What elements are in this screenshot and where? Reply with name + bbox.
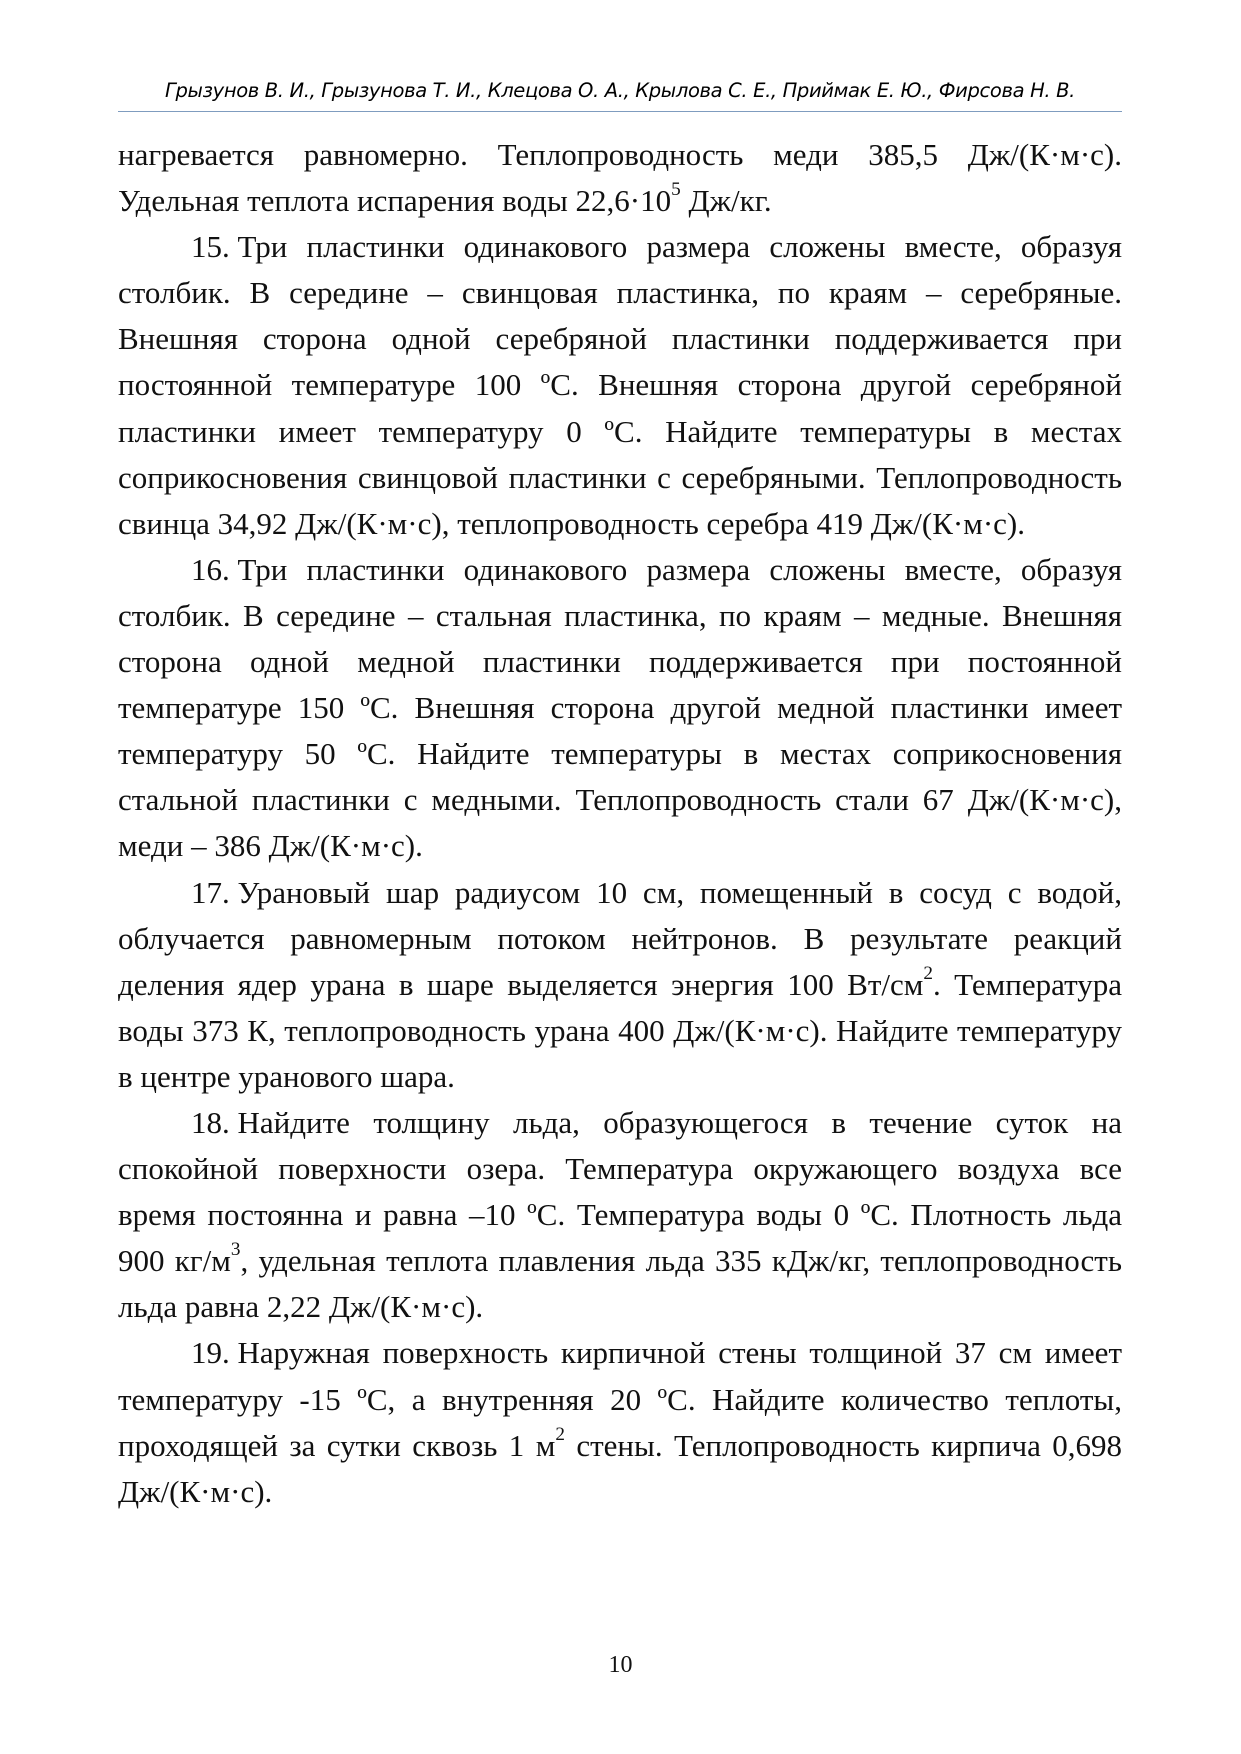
problem-number: 19. — [191, 1335, 230, 1371]
body-text — [118, 132, 1122, 1515]
problem-text: Найдите толщину льда, образующегося в течение суток на спокойной поверхности озера. Температура окружающего воздуха все время постоянна и равна –10 ºС. Температура воды 0 ºС. Плотность льда 900 кг/м — [118, 1104, 1122, 1279]
superscript: 2 — [923, 962, 933, 984]
page-number: 10 — [608, 1652, 633, 1678]
paragraph-text: нагревается равномерно. Теплопроводность меди 385,5 Дж/(К·м·с). Удельная теплота испарения воды 22,6·10 — [118, 137, 1122, 219]
problem-text: Урановый шар радиусом 10 см, помещенный в сосуд с водой, облучается равномерным потоком нейтронов. В результате реакций деления ядер урана в шаре выделяется энергия 100 Вт/см — [118, 874, 1122, 1002]
problem-18 — [118, 1100, 1122, 1330]
problem-text: Наружная поверхность кирпичной стены толщиной 37 см имеет температуру -15 ºС, а внутренняя 20 ºС. Найдите количество теплоты, проходящей за сутки сквозь 1 м — [118, 1335, 1122, 1463]
problem-number: 17. — [191, 874, 230, 910]
problem-text: . Температура воды 373 К, теплопроводность урана 400 Дж/(К·м·с). Найдите температуру в центре уранового шара. — [118, 966, 1122, 1094]
continued-paragraph — [118, 132, 1122, 224]
problem-text: стены. Теплопроводность кирпича 0,698 Дж/(К·м·с). — [118, 1427, 1122, 1509]
problem-text: Три пластинки одинакового размера сложены вместе, образуя столбик. В середине – стальная пластинка, по краям – медные. Внешняя сторона одной медной пластинки поддерживается при постоянной температуре 150 ºС. Внешняя сторона другой медной пластинки имеет температуру 50 ºС. Найдите температуры в местах соприкосновения стальной пластинки с медными. Теплопроводность стали 67 Дж/(К·м·с), меди – 386 Дж/(К·м·с). — [118, 551, 1122, 864]
problem-number: 16. — [191, 551, 230, 587]
problem-16 — [118, 547, 1122, 870]
problem-17 — [118, 870, 1122, 1100]
header-divider — [118, 111, 1122, 112]
problem-19 — [118, 1330, 1122, 1514]
problem-text: , удельная теплота плавления льда 335 кДж/кг, теплопроводность льда равна 2,22 Дж/(К·м·с). — [118, 1243, 1122, 1325]
problem-text: Три пластинки одинакового размера сложены вместе, образуя столбик. В середине – свинцовая пластинка, по краям – серебряные. Внешняя сторона одной серебряной пластинки поддерживается при постоянной температуре 100 ºС. Внешняя сторона другой серебряной пластинки имеет температуру 0 ºС. Найдите температуры в местах соприкосновения свинцовой пластинки с серебряными. Теплопроводность свинца 34,92 Дж/(К·м·с), теплопроводность серебра 419 Дж/(К·м·с). — [118, 229, 1122, 541]
problem-number: 18. — [191, 1104, 230, 1140]
superscript: 3 — [230, 1239, 241, 1261]
running-header-authors: Грызунов В. И., Грызунова Т. И., Клецова О. А., Крылова С. Е., Приймак Е. Ю., Фирсова Н. В. — [165, 79, 1075, 102]
superscript: 2 — [555, 1423, 565, 1445]
paragraph-text: Дж/кг. — [680, 183, 772, 219]
superscript: 5 — [671, 178, 681, 200]
problem-number: 15. — [191, 229, 230, 265]
problem-15 — [118, 224, 1122, 547]
